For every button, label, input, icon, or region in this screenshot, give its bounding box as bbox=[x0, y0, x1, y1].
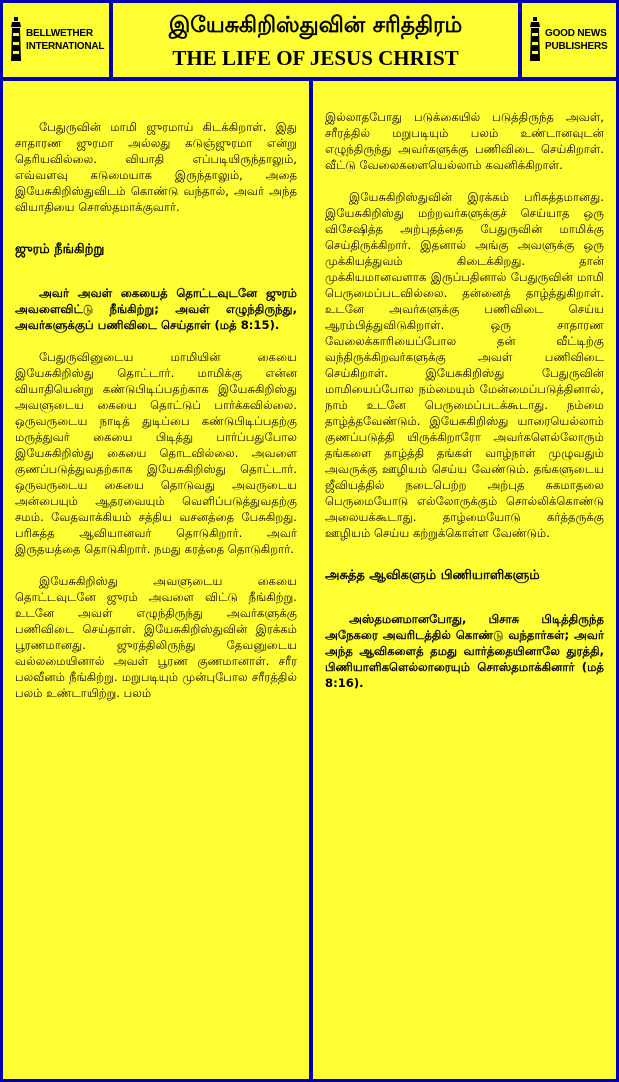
paragraph-fever-intro: பேதுருவின் மாமி ஜுரமாய் கிடக்கிறாள். இது சாதாரண ஜுரமா அல்லது கடுஞ்ஜுரமா என்று தெரியவில்லை. வியாதி எப்படியிருந்தாலும், எவ்வளவு கடுமையாக இருந்தாலும், அதை இயேசுகிறிஸ்துவிடம் கொண்டு வந்தால், அவர் அந்த வியாதியை சொஸ்தமாக்குவார். bbox=[15, 120, 297, 214]
scripture-verse-matt-8-15: அவர் அவள் கையைத் தொட்டவுடனே ஜுரம் அவளைவிட்டு நீங்கிற்று; அவள் எழுந்திருந்து, அவர்களுக்குப் பணிவிடை செய்தாள் (மத் 8:15). bbox=[15, 286, 297, 332]
bellwether-logo bbox=[3, 3, 109, 77]
title-banner bbox=[113, 3, 518, 77]
left-logo-text: BELLWETHER INTERNATIONAL bbox=[26, 28, 105, 52]
lighthouse-icon bbox=[9, 17, 23, 63]
left-column bbox=[3, 81, 309, 1079]
good-news-logo bbox=[522, 3, 616, 77]
section-heading-fever-left: ஜுரம் நீங்கிற்று bbox=[15, 242, 105, 257]
section-heading-spirits: அசுத்த ஆவிகளும் பிணியாளிகளும் bbox=[325, 568, 540, 583]
title-english: THE LIFE OF JESUS CHRIST bbox=[172, 46, 459, 70]
paragraph-continued: இல்லாதபோது படுக்கையில் படுத்திருந்த அவள், சரீரத்தில் மறுபடியும் பலம் உண்டானவுடன் எழுந்திருந்து அவர்களுக்கு பணிவிடை செய்கிறாள். வீட்டு வேலைகளையெல்லாம் கவனிக்கிறாள். bbox=[325, 110, 604, 172]
paragraph-touch: பேதுருவினுடைய மாமியின் கையை இயேசுகிறிஸ்து தொட்டார். மாமிக்கு என்ன வியாதியென்று கண்டுபிடிப்பதற்காக இயேசுகிறிஸ்து அவளுடைய கையை தொட்டுப் பார்க்கவில்லை. ஒருவருடைய நாடித் துடிப்பை கண்டுபிடிப்பதற்கு மருத்துவர் கையை பிடித்து பார்ப்பதுபோல இயேசுகிறிஸ்து கையை தொடவில்லை. அவளை குணப்படுத்துவதற்காக இயேசுகிறிஸ்து தொட்டார். ஒருவருடைய கையை தொடுவது அவருடைய அன்பையும் ஆதரவையும் வெளிப்படுத்துவதற்கு சமம். வேதவாக்கியம் சத்திய வசனத்தை பேசுகிறது. பரிசுத்த ஆவியானவர் தொடுகிறார். அவர் இருதயத்தை தொடுகிறார். நமது கரத்தை தொடுகிறார். bbox=[15, 350, 297, 556]
right-column bbox=[313, 81, 616, 1079]
scripture-verse-matt-8-16: அஸ்தமனமானபோது, பிசாசு பிடித்திருந்த அநேகரை அவரிடத்தில் கொண்டு வந்தார்கள்; அவர் அந்த ஆவிகளைத் தமது வார்த்தையினாலே துரத்தி, பிணியாளிகளெல்லாரையும் சொஸ்தமாக்கினார் (மத் 8:16). bbox=[325, 612, 604, 690]
title-tamil: இயேசுகிறிஸ்துவின் சரித்திரம் bbox=[168, 12, 463, 38]
right-logo-text: GOOD NEWS PUBLISHERS bbox=[545, 28, 608, 52]
paragraph-healed: இயேசுகிறிஸ்து அவளுடைய கையை தொட்டவுடனே ஜுரம் அவளை விட்டு நீங்கிற்று. உடனே அவள் எழுந்திருந்து அவர்களுக்கு பணிவிடை செய்தாள். இயேசுகிறிஸ்துவின் இரக்கம் பூரணமானது. ஜுரத்திலிருந்து தேவனுடைய வல்லமையினால் அவள் பூரண குணமானாள். சரீர பலவீனம் நீங்கிற்று. மறுபடியும் முன்புபோல சரீரத்தில் பலம் உண்டாயிற்று. பலம் bbox=[15, 574, 297, 700]
lighthouse-icon bbox=[528, 17, 542, 63]
paragraph-humility: இயேசுகிறிஸ்துவின் இரக்கம் பரிசுத்தமானது. இயேசுகிறிஸ்து மற்றவர்களுக்குச் செய்யாத ஒரு விசேஷித்த அற்புதத்தை பேதுருவின் மாமிக்கு செய்திருக்கிறார். இதனால் அங்கு அவளுக்கு ஒரு முக்கியத்துவம் கிடைக்கிறது. தான் முக்கியமானவளாக இருப்பதினால் பேதுருவின் மாமி பெருமைப்படவில்லை. தன்னைத் தாழ்த்துகிறாள். உடனே அவர்களுக்கு பணிவிடை செய்ய ஆரம்பித்துவிடுகிறாள். ஒரு சாதாரண வேலைக்காரியைப்போல தன் வீட்டிற்கு வந்திருக்கிறவர்களுக்கு அவள் பணிவிடை செய்கிறாள். இயேசுகிறிஸ்து பேதுருவின் மாமியைப்போல நம்மையும் மேன்மைப்படுத்தினால், நாம் உடனே பெருமைப்படக்கூடாது. நம்மை தாழ்த்தவேண்டும். இயேசுகிறிஸ்து யாரையெல்லாம் குணப்படுத்தி யிருக்கிறாரோ அவர்களெல்லோரும் தங்களை தாழ்த்தி தங்கள் வாழ்நாள் முழுவதும் அவருக்கு ஊழியம் செய்ய வேண்டும். தங்களுடைய ஜீவியத்தில் நடைபெற்ற அற்புத சுகமாதலை பெருமையோடு எல்லோருக்கும் சொல்லிக்கொண்டு அலையக்கூடாது. தாழ்மையோடு கர்த்தருக்கு ஊழியம் செய்ய கற்றுக்கொள்ள வேண்டும். bbox=[325, 190, 604, 540]
